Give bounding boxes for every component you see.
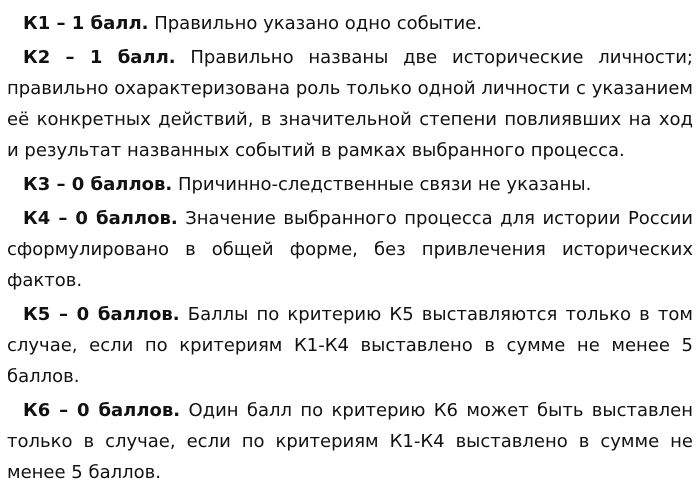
criteria-document [7,8,693,491]
criterion-label: К5 – 0 баллов. [23,304,180,325]
criterion-text: Значение выбранного процесса для истории России сформулировано в общей форме, без привлечения исторических фактов. [7,208,693,291]
criterion-k1 [7,8,693,39]
criterion-label: К6 – 0 баллов. [23,400,181,421]
criterion-k3 [7,169,693,200]
criterion-label: К1 – 1 балл. [23,13,149,34]
criterion-k6 [7,395,693,488]
criterion-text: Один балл по критерию К6 может быть выставлен только в случае, если по критериям К1-К4 выставлено в сумме не менее 5 баллов. [7,400,693,483]
criterion-k5 [7,299,693,392]
criterion-text: Правильно указано одно событие. [148,13,482,34]
criterion-label: К4 – 0 баллов. [23,208,178,229]
criterion-text: Причинно-следственные связи не указаны. [172,174,592,195]
criterion-label: К3 – 0 баллов. [23,174,173,195]
criterion-text: Баллы по критерию К5 выставляются только в том случае, если по критериям К1-К4 выставлено в сумме не менее 5 баллов. [7,304,693,387]
criterion-label: К2 – 1 балл. [23,47,176,68]
criterion-k2 [7,42,693,166]
criterion-text: Правильно названы две исторические личности; правильно охарактеризована роль только одной личности с указанием её конкретных действий, в значительной степени повлиявших на ход и результат названных событий в рамках выбранного процесса. [7,47,693,161]
criterion-k4 [7,203,693,296]
